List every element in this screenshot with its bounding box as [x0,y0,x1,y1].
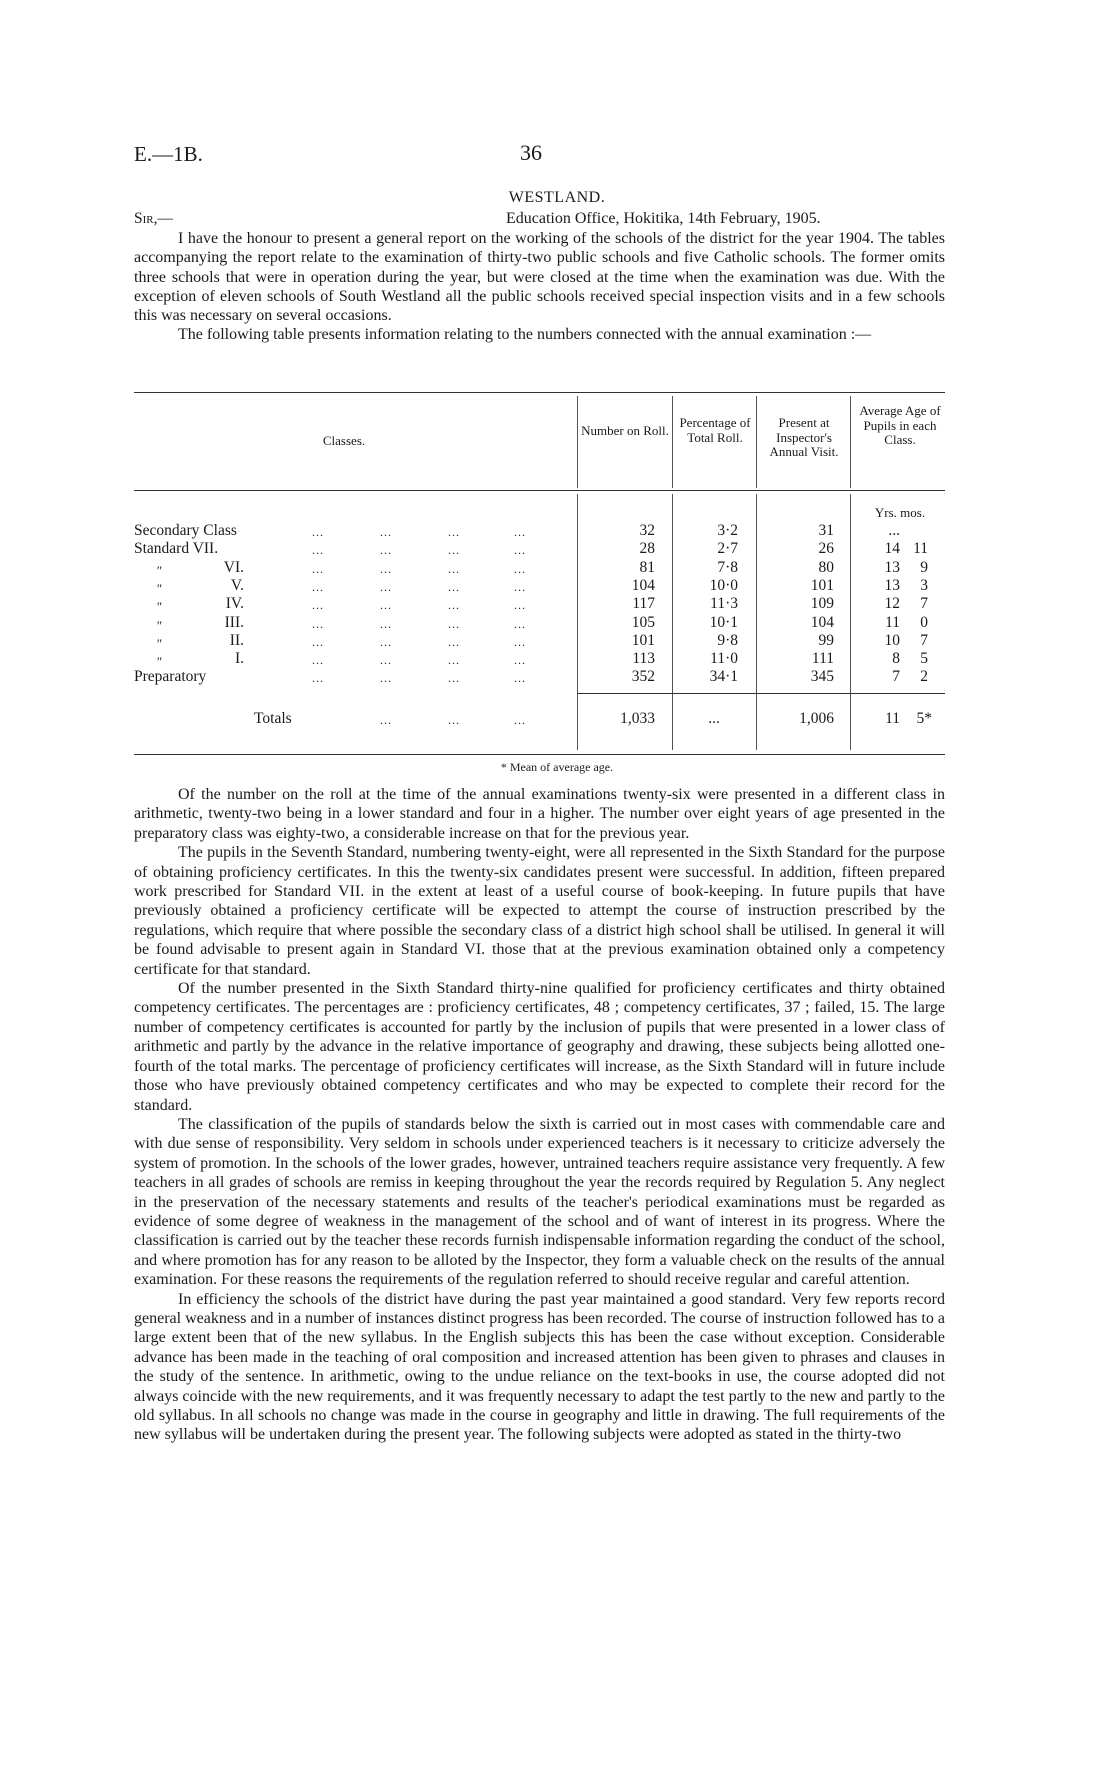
leader-dots: ... [514,671,526,686]
cell-age-years: 10 [884,631,900,649]
cell-age-years: 11 [885,613,900,631]
leader-dots: ... [514,525,526,539]
leader-dots: ... [312,525,324,539]
ditto-mark: " [156,599,162,615]
body-paragraph: The classification of the pupils of standards below the sixth is carried out in most cases with commendable care and with due sense of responsibility. Very seldom in schools under experienced teachers is it necessary to criticize adversely the system of promotion. In the schools of the lower grades, however, untrained teachers require assistance very frequently. A few teachers in all grades of schools are remiss in keeping throughout the year the records required by Regulation 5. Any neglect in the preservation of the necessary statements and results of the teacher's periodical examinations must be regarded as evidence of some degree of weakness in the management of the school and of want of interest in its progress. Where the classification is carried out by the teacher these records furnish indispensable information regarding the conduct of the school, and where promotion has for any reason to be alloted by the Inspector, they form a valuable check on the results of the annual examination. For these reasons the requirements of the regulation referred to should receive regular and careful attention. [134,1115,945,1289]
leader-dots: ... [448,543,460,558]
cell-age-years: 14 [884,540,900,558]
report-body [134,785,945,1445]
row-class-label: Secondary Class [134,522,237,539]
totals-label: Totals [254,710,292,727]
body-paragraph: Of the number presented in the Sixth Standard thirty-nine qualified for proficiency certificates and thirty obtained competency certificates. The percentages are : proficiency certificates, 48 ; competency certificates, 37 ; failed, 15. The large number of competency certificates is accounted for partly by the inclusion of pupils that were presented in a lower class of arithmetic and partly by the advance in the relative importance of geography and drawing, these subjects being allotted one-fourth of the total marks. The percentage of proficiency certificates will increase, as the Sixth Standard will in future include those who have previously obtained competency certificates and who may be expected to complete their record for the standard. [134,980,945,1114]
total-age-years: 11 [885,710,900,727]
cell-age-years: 13 [884,576,900,594]
cell-number-on-roll: 81 [639,558,655,576]
leader-dots: ... [312,634,324,649]
table-footnote: * Mean of average age. [500,760,614,774]
intro-paragraph: The following table presents information relating to the numbers connected with the annual examination :— [178,326,872,344]
column-divider [577,396,578,488]
cell-present: 99 [818,631,834,649]
leader-dots: ... [514,598,526,613]
cell-percentage: 3·2 [717,522,738,539]
cell-percentage: 2·7 [717,540,738,558]
total-number-on-roll: 1,033 [620,710,655,727]
cell-percentage: 34·1 [709,668,738,686]
ditto-mark: " [156,617,162,633]
leader-dots: ... [448,579,460,594]
leader-dots: ... [448,634,460,649]
header-percentage: Percentage of Total Roll. [679,415,751,445]
leader-dots: ... [514,713,526,727]
leader-dots: ... [312,561,324,576]
cell-age-years: 13 [884,558,900,576]
cell-age-months: 5 [920,650,928,668]
cell-age-months: 7 [920,631,928,649]
cell-number-on-roll: 32 [639,522,655,539]
body-paragraph: The pupils in the Seventh Standard, numbering twenty-eight, were all represented in the Sixth Standard for the purpose of obtaining proficiency certificates. In this the twenty-six candidates present were successful. In addition, fifteen prepared work prescribed for Standard VII. in the extent at least of a useful course of book-keeping. In future pupils that have previously obtained a proficiency certificate will be expected to attempt the course of instruction prescribed by the regulations, which require that where possible the secondary class of a district high school shall be utilised. In general it will be found advisable to present again in Standard VI. those that at the previous examination obtained only a competency certificate for that standard. [134,844,945,978]
cell-percentage: 10·0 [709,576,738,594]
leader-dots: ... [312,653,324,668]
body-paragraph: In efficiency the schools of the district have during the past year maintained a good standard. Very few reports record general weakness and in a number of instances distinct progress has been recorded. The course of instruction followed has to a large extent been that of the new syllabus. In the English subjects this has been the case without exception. Considerable advance has been made in the teaching of oral composition and increased attention has been given to phrases and clauses in the study of the sentence. In arithmetic, owing to the undue reliance on the text-books in use, the course adopted did not always coincide with the new requirements, and it was frequently necessary to adapt the test partly to the new and partly to the old syllabus. In all schools no change was made in the course in geography and little in drawing. The full requirements of the new syllabus will be undertaken during the present year. The following subjects were adopted as stated in the thirty-two [134,1290,945,1444]
page-number: 36 [520,140,542,165]
leader-dots: ... [380,671,392,686]
leader-dots: ... [312,579,324,594]
cell-present: 26 [818,540,834,558]
cell-age-months: 0 [920,613,928,631]
cell-age-years: 8 [892,650,900,668]
row-class-label: IV. [225,595,244,613]
leader-dots: ... [448,525,460,539]
cell-age-years: 12 [884,595,900,613]
totals-rule [577,693,945,694]
cell-age-months: 3 [920,576,928,594]
page-title: WESTLAND. [508,189,606,206]
total-percentage: ... [708,710,720,727]
cell-number-on-roll: 113 [632,650,655,668]
header-number-on-roll: Number on Roll. [581,423,669,438]
row-class-label: I. [234,650,244,668]
cell-present: 109 [810,595,834,613]
header-rule [134,490,945,491]
leader-dots: ... [448,598,460,613]
cell-age-years: ... [888,522,900,539]
leader-dots: ... [380,543,392,558]
row-class-label: III. [224,613,244,631]
cell-present: 345 [810,668,834,686]
cell-present: 104 [810,613,834,631]
leader-dots: ... [380,525,392,539]
cell-percentage: 7·8 [717,558,738,576]
age-units: Yrs. mos. [874,505,926,520]
cell-age-months: 9 [920,558,928,576]
leader-dots: ... [380,713,392,727]
cell-number-on-roll: 104 [631,576,655,594]
leader-dots: ... [380,598,392,613]
table-top-rule [134,392,945,393]
header-present: Present at Inspector's Annual Visit. [769,415,839,459]
total-present: 1,006 [799,710,834,727]
body-paragraph: Of the number on the roll at the time of the annual examinations twenty-six were presented in a different class in arithmetic, twenty-two being in a lower standard and four in a higher. The number over eight years of age presented in the preparatory class was eighty-two, a considerable increase on that for the previous year. [134,786,945,842]
leader-dots: ... [380,634,392,649]
row-class-label: V. [230,576,244,594]
cell-number-on-roll: 28 [639,540,655,558]
cell-present: 31 [818,522,834,539]
column-divider [850,494,851,750]
salutation: Sir,— [134,210,173,227]
ditto-mark: " [156,580,162,596]
cell-number-on-roll: 101 [631,631,655,649]
row-class-label: Standard VII. [134,540,219,558]
header-classes: Classes. [322,433,366,448]
leader-dots: ... [514,579,526,594]
dateline: Education Office, Hokitika, 14th February, 1905. [506,210,821,227]
cell-number-on-roll: 352 [631,668,655,686]
cell-number-on-roll: 117 [632,595,655,613]
intro-paragraph: I have the honour to present a general report on the working of the schools of the district for the year 1904. The tables accompanying the report relate to the examination of thirty-two public schools and five Catholic schools. The former omits three schools that were in operation during the year, but were closed at the time when the examination was due. With the exception of eleven schools of South Westland all the public schools received special inspection visits and in a few schools this was necessary on several occasions. [134,230,945,325]
leader-dots: ... [312,598,324,613]
cell-age-months: 2 [920,668,928,686]
cell-number-on-roll: 105 [631,613,655,631]
cell-age-months: 7 [920,595,928,613]
cell-present: 80 [818,558,834,576]
ditto-mark: " [156,635,162,651]
intro-text [134,229,945,345]
cell-percentage: 10·1 [709,613,738,631]
leader-dots: ... [448,616,460,631]
leader-dots: ... [514,543,526,558]
cell-present: 101 [810,576,834,594]
leader-dots: ... [380,561,392,576]
leader-dots: ... [448,713,460,727]
leader-dots: ... [514,634,526,649]
leader-dots: ... [312,543,324,558]
leader-dots: ... [312,616,324,631]
leader-dots: ... [448,671,460,686]
cell-percentage: 11·0 [710,650,738,668]
cell-percentage: 9·8 [717,631,738,649]
leader-dots: ... [448,561,460,576]
leader-dots: ... [312,671,324,686]
table-bottom-rule [134,754,945,755]
leader-dots: ... [514,561,526,576]
cell-age-years: 7 [892,668,900,686]
row-class-label: VI. [223,558,244,576]
header-average-age: Average Age of Pupils in each Class. [859,403,941,447]
cell-present: 111 [811,650,834,668]
total-age-months: 5* [916,710,932,727]
examination-table [134,390,945,756]
cell-age-months: 11 [913,540,928,558]
leader-dots: ... [380,579,392,594]
row-class-label: II. [229,631,244,649]
leader-dots: ... [514,616,526,631]
leader-dots: ... [380,653,392,668]
leader-dots: ... [380,616,392,631]
leader-dots: ... [514,653,526,668]
leader-dots: ... [448,653,460,668]
cell-percentage: 11·3 [710,595,738,613]
document-reference: E.—1B. [134,142,203,166]
row-class-label: Preparatory [134,668,207,686]
ditto-mark: " [156,562,162,578]
ditto-mark: " [156,654,162,670]
